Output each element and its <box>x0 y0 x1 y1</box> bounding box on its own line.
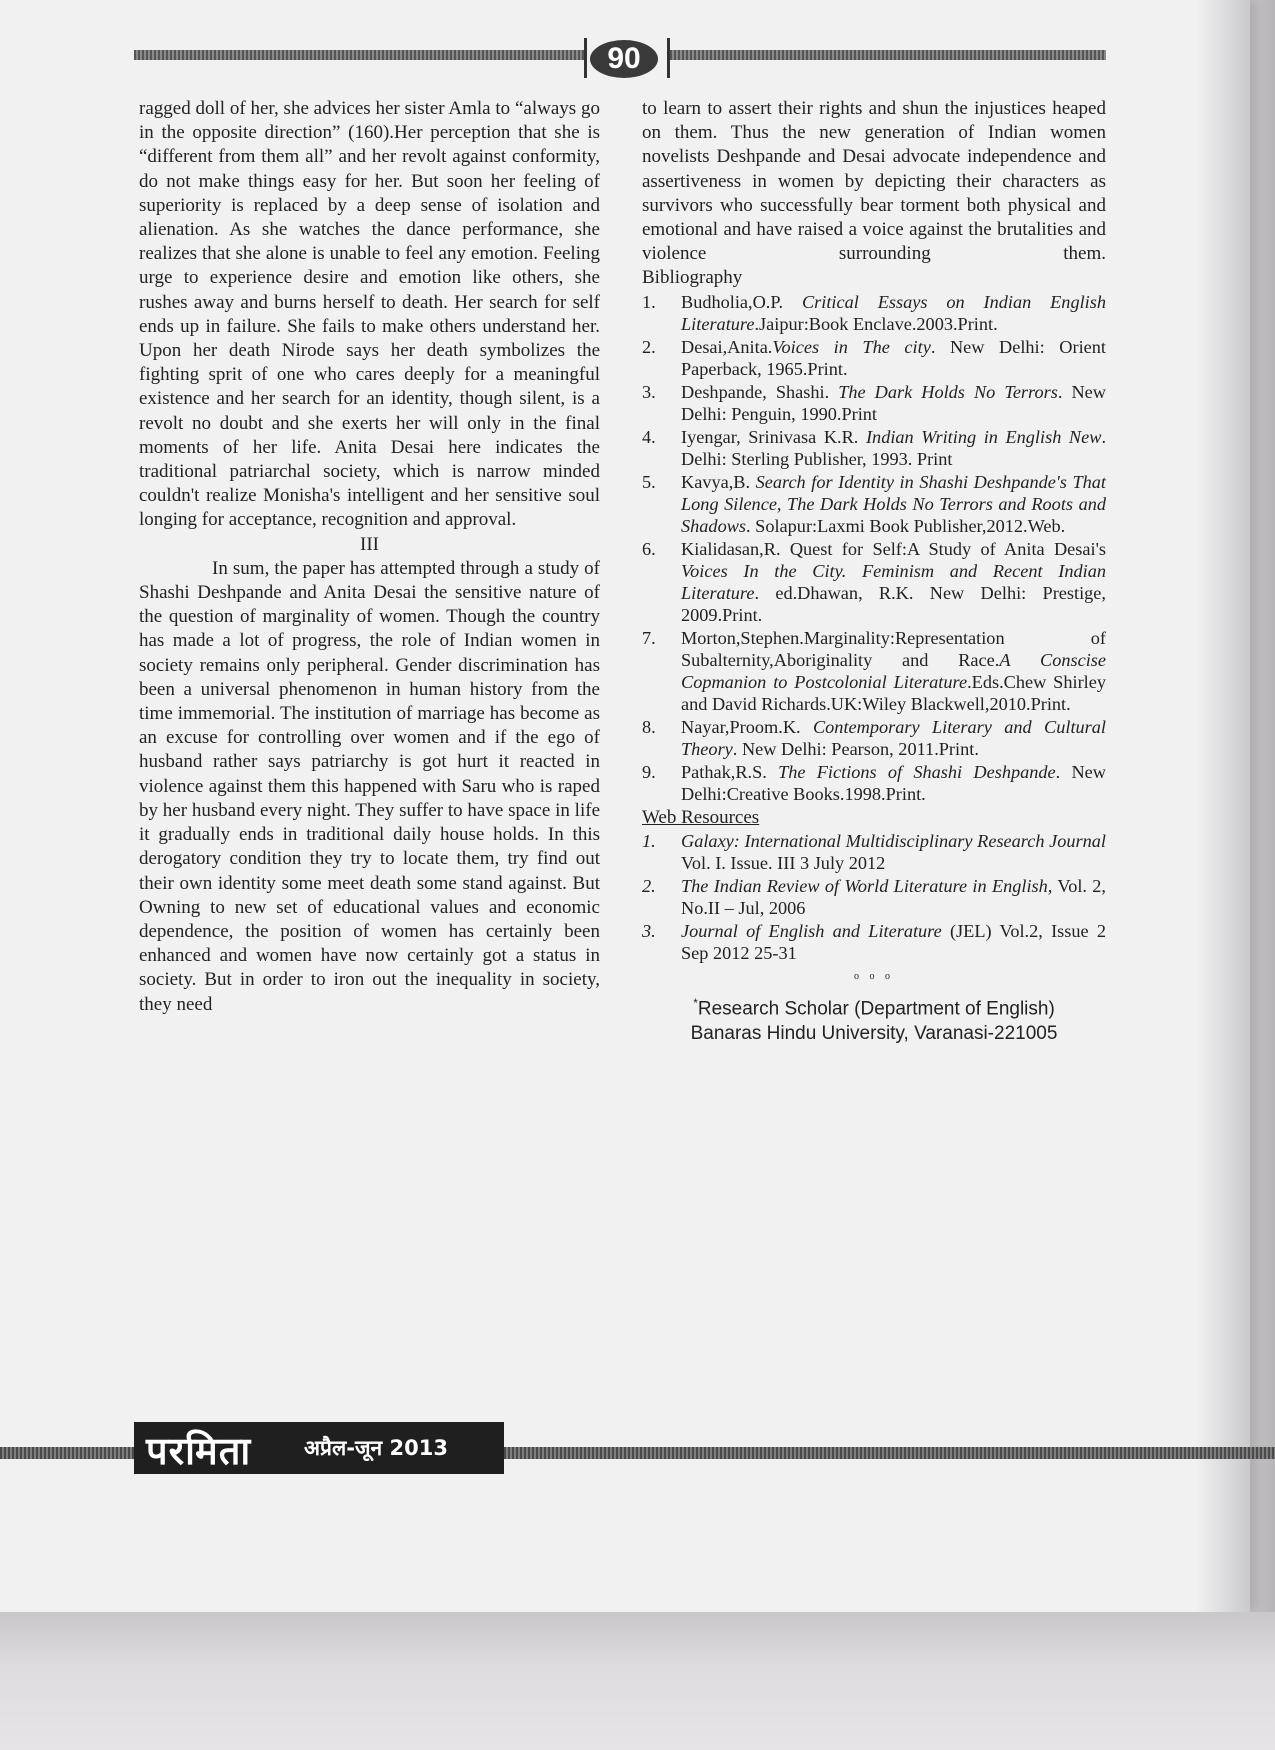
right-column <box>642 97 1106 1046</box>
reference-text: . New Delhi: Pearson, 2011.Print. <box>732 738 979 759</box>
reference-number: 1. <box>642 830 656 851</box>
reference-entry <box>642 830 1106 874</box>
reference-number: 9. <box>642 761 656 782</box>
bibliography-heading: Bibliography <box>642 267 743 289</box>
issue-date: अप्रैल-जून 2013 <box>304 1436 448 1460</box>
reference-number: 5. <box>642 471 656 492</box>
reference-title: Contemporary Literary and Cultural Theory <box>681 716 1106 759</box>
web-resources-list <box>642 830 1106 964</box>
reference-text: Budholia,O.P. <box>681 291 802 312</box>
affiliation-department: Research Scholar (Department of English) <box>697 998 1055 1020</box>
reference-text: Kavya,B. <box>681 471 756 492</box>
reference-title: The Indian Review of World Literature in English, <box>681 875 1053 896</box>
journal-logo: परमिता <box>146 1429 252 1473</box>
reference-entry <box>642 716 1106 760</box>
reference-title: Journal of English and Literature <box>681 920 942 941</box>
reference-number: 1. <box>642 291 656 312</box>
reference-title: Search for Identity in Shashi Deshpande's That Long Silence, The Dark Holds No Terrors and Roots and Shadows <box>681 471 1106 536</box>
bibliography-list <box>642 291 1106 805</box>
author-affiliation-line <box>642 991 1106 1021</box>
web-resources-heading: Web Resources <box>642 806 760 828</box>
reference-text: Pathak,R.S. <box>681 761 779 782</box>
page-number: 90 <box>590 40 658 78</box>
reference-text: . Solapur:Laxmi Book Publisher,2012.Web. <box>746 515 1066 536</box>
reference-entry <box>642 538 1106 626</box>
reference-text: (JEL) Vol.2, Issue 2 Sep 2012 25-31 <box>681 920 1106 963</box>
reference-number: 3. <box>642 381 656 402</box>
reference-text: . Delhi: Sterling Publisher, 1993. Print <box>681 426 1107 469</box>
reference-number: 2. <box>642 336 656 357</box>
reference-entry <box>642 875 1106 919</box>
reference-title: Indian Writing in English New <box>865 426 1102 447</box>
reference-text: . New Delhi: Orient Paperback, 1965.Print. <box>681 336 1106 379</box>
author-affiliation-university: Banaras Hindu University, Varanasi-221005 <box>690 1023 1058 1045</box>
reference-entry <box>642 761 1106 805</box>
reference-title: Voices In the City. Feminism and Recent Indian Literature <box>681 560 1106 603</box>
reference-text: .Eds.Chew Shirley and David Richards.UK:Wiley Blackwell,2010.Print. <box>681 671 1106 714</box>
reference-entry <box>642 920 1106 964</box>
page-edge-shadow <box>1195 0 1275 1612</box>
reference-entry <box>642 291 1106 335</box>
reference-text: Nayar,Proom.K. <box>681 716 813 737</box>
reference-text: Morton,Stephen.Marginality:Representation of Subalternity,Aboriginality and Race. <box>681 627 1106 670</box>
affiliation-marker: * <box>693 996 698 1011</box>
reference-title: Critical Essays on Indian English Literature <box>681 291 1107 334</box>
left-column <box>139 97 600 1017</box>
body-paragraph: In sum, the paper has attempted through a study of Shashi Deshpande and Anita Desai the sensitive nature of the question of marginality of women. Though the country has made a lot of progress, the role of Indian women in society remains only peripheral. Gender discrimination has been a universal phenomenon in human history from the time immemorial. The institution of marriage has become as an excuse for controlling over women and if the ego of husband rather says patriarchy is got hurt it reacted in violence against them this happened with Saru who is raped by her husband every night. They suffer to have space in life it gradually ends in traditional daily house holds. In this derogatory condition they try to locate them, try find out their own identity some meet death some stand against. But Owning to new set of educational values and economic dependence, the position of women has certainly been enhanced and women have now certainly got a status in society. But in order to iron out the inequality in society, they need <box>139 557 600 1015</box>
reference-number: 8. <box>642 716 656 737</box>
section-numeral: III <box>360 533 379 555</box>
reference-title: Galaxy: International Multidisciplinary Research Journal <box>681 830 1106 851</box>
reference-number: 7. <box>642 627 656 648</box>
reference-entry <box>642 426 1106 470</box>
reference-number: 6. <box>642 538 656 559</box>
reference-title: The Dark Holds No Terrors <box>838 381 1058 402</box>
reference-text: . New Delhi:Creative Books.1998.Print. <box>681 761 1106 804</box>
reference-text: . ed.Dhawan, R.K. New Delhi: Prestige, 2009.Print. <box>681 582 1106 625</box>
reference-text: . New Delhi: Penguin, 1990.Print <box>681 381 1106 424</box>
reference-text: Vol. 2, No.II – Jul, 2006 <box>681 875 1107 918</box>
reference-entry <box>642 471 1106 537</box>
reference-title: Voices in The city <box>772 336 931 357</box>
reference-text: Iyengar, Srinivasa K.R. <box>681 426 866 447</box>
reference-title: A Conscise Copmanion to Postcolonial Literature <box>681 649 1107 692</box>
body-paragraph: to learn to assert their rights and shun the injustices heaped on them. Thus the new generation of Indian women novelists Deshpande and Desai advocate independence and assertiveness in women by depicting their characters as survivors who successfully bear torment both physical and emotional and have raised a voice against the brutalities and violence surrounding them. <box>642 98 1106 265</box>
reference-text: Vol. I. Issue. III 3 July 2012 <box>681 852 886 873</box>
reference-text: Deshpande, Shashi. <box>681 381 839 402</box>
reference-text: Desai,Anita. <box>681 336 773 357</box>
reference-text: .Jaipur:Book Enclave.2003.Print. <box>754 313 998 334</box>
section-ornament: o o o <box>854 970 894 982</box>
reference-entry <box>642 381 1106 425</box>
reference-title: The Fictions of Shashi Deshpande <box>778 761 1056 782</box>
journal-footer-banner <box>134 1422 504 1474</box>
body-paragraph: ragged doll of her, she advices her sister Amla to “always go in the opposite direction” (160).Her perception that she is “different from them all” and her revolt against conformity, do not make things easy for her. But soon her feeling of superiority is replaced by a deep sense of isolation and alienation. As she watches the dance performance, she realizes that she alone is unable to feel any emotion. Feeling urge to experience desire and emotion like others, she rushes away and burns herself to death. Her search for self ends up in failure. She fails to make others understand her. Upon her death Nirode says her death symbolizes the fighting sprit of one who cares deeply for a meaningful existence and her search for an identity, though silent, is a revolt no doubt and she exerts her will only in the final moments of her life. Anita Desai here indicates the traditional patriarchal society, which is narrow minded couldn't realize Monisha's intelligent and her sensitive soul longing for acceptance, recognition and approval. <box>139 98 600 531</box>
reference-text: Kialidasan,R. Quest for Self:A Study of Anita Desai's <box>681 538 1106 559</box>
reference-number: 2. <box>642 875 656 896</box>
reference-number: 3. <box>642 920 656 941</box>
reference-number: 4. <box>642 426 656 447</box>
reference-entry <box>642 336 1106 380</box>
scanner-background <box>0 1612 1275 1750</box>
reference-entry <box>642 627 1106 715</box>
